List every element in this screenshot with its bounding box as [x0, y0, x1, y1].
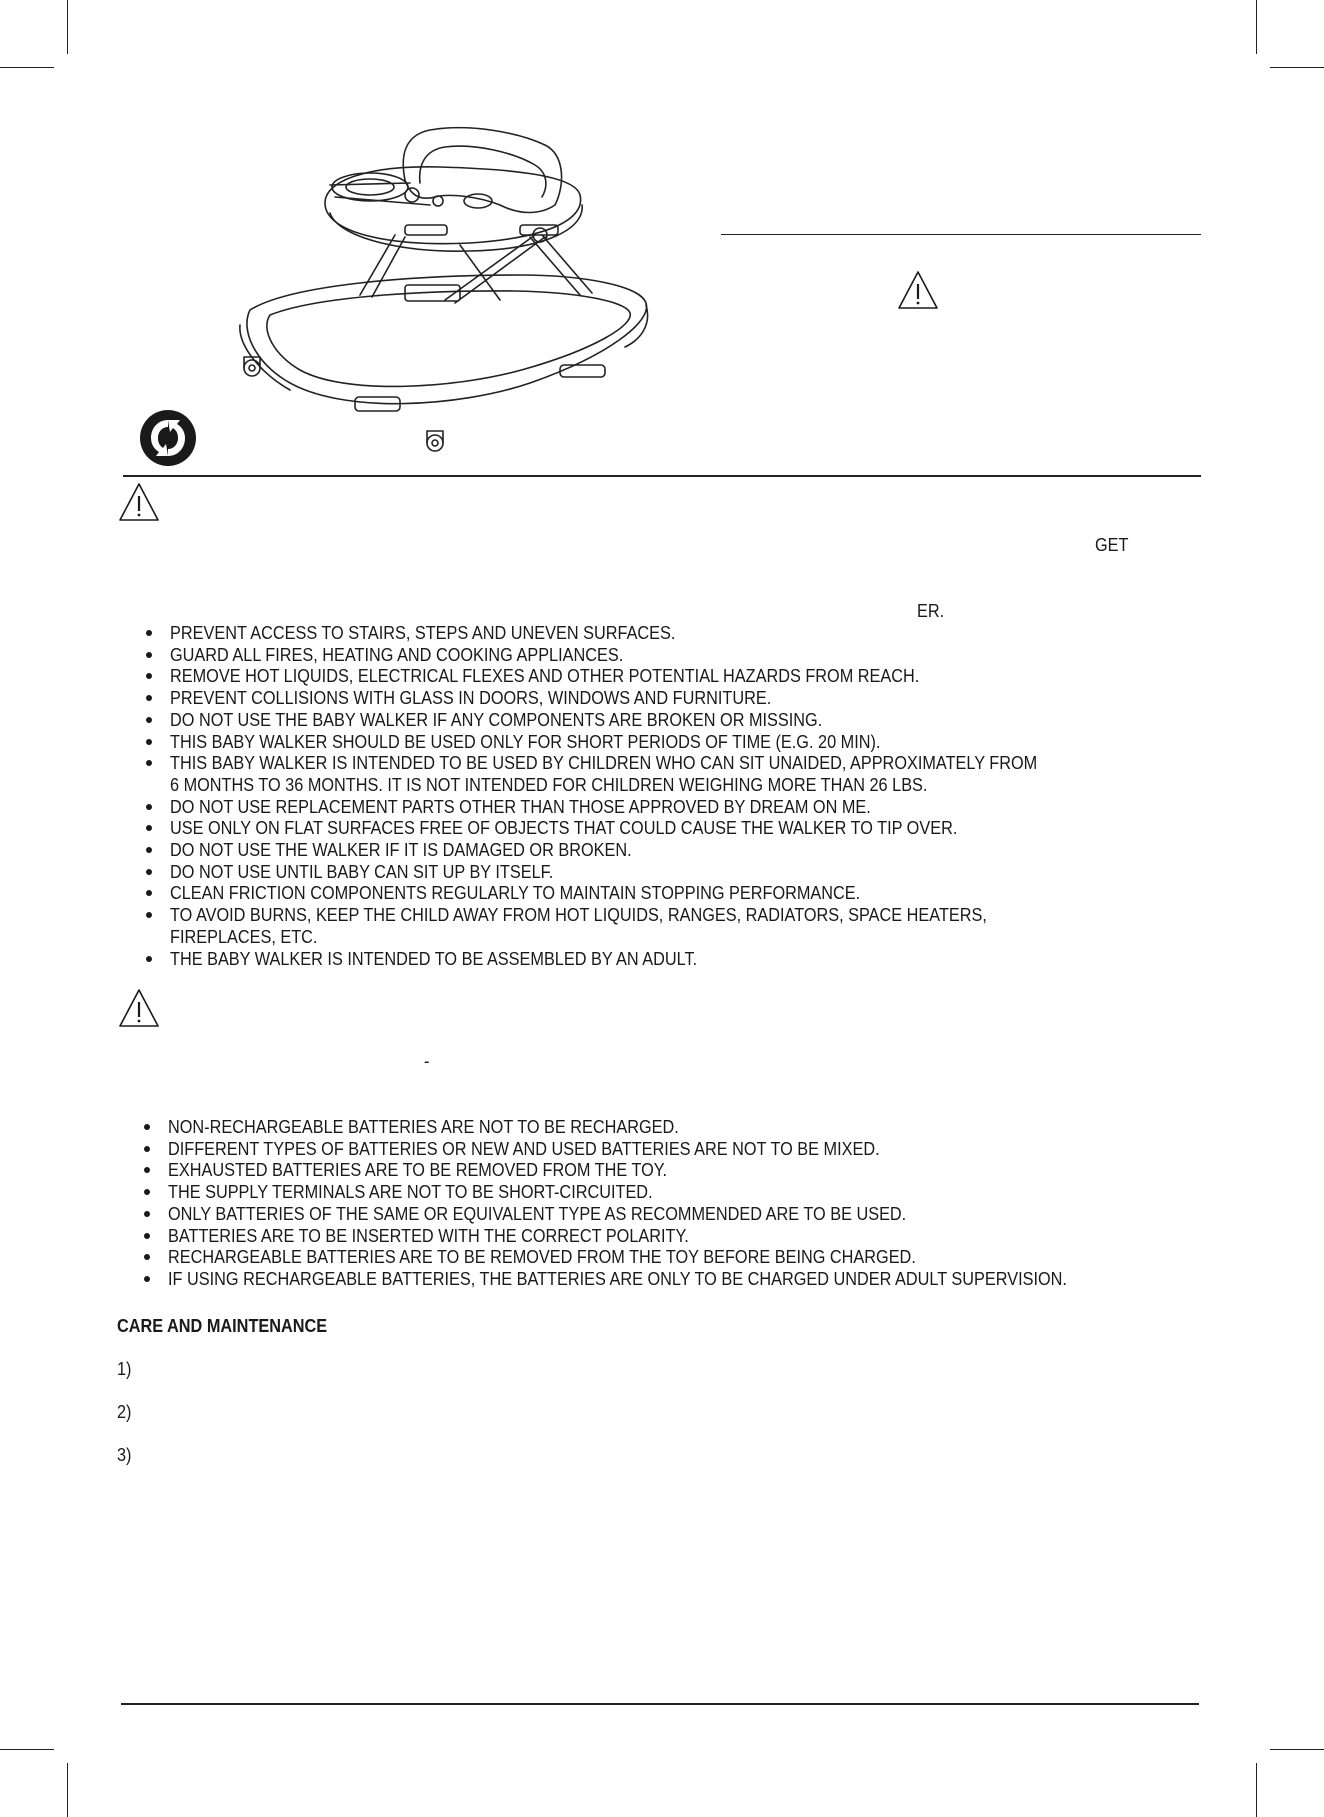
list-item: CLEAN FRICTION COMPONENTS REGULARLY TO MAINTAIN STOPPING PERFORMANCE.: [138, 882, 1170, 904]
care-item-number: 3): [117, 1444, 132, 1465]
list-item: THIS BABY WALKER IS INTENDED TO BE USED BY CHILDREN WHO CAN SIT UNAIDED, APPROXIMATELY FROM 6 MONTHS TO 36 MONTHS. IT IS NOT INTENDED FOR CHILDREN WEIGHING MORE THAN 26 LBS.: [138, 752, 1170, 795]
list-item: DO NOT USE THE WALKER IF IT IS DAMAGED OR BROKEN.: [138, 839, 1170, 861]
list-item: DO NOT USE UNTIL BABY CAN SIT UP BY ITSELF.: [138, 861, 1170, 883]
battery-warning-list: [136, 1116, 1190, 1290]
care-item-number: 2): [117, 1401, 132, 1422]
care-item-number: 1): [117, 1358, 132, 1379]
list-item: TO AVOID BURNS, KEEP THE CHILD AWAY FROM HOT LIQUIDS, RANGES, RADIATORS, SPACE HEATERS, FIREPLACES, ETC.: [138, 904, 1170, 947]
list-item: PREVENT COLLISIONS WITH GLASS IN DOORS, WINDOWS AND FURNITURE.: [138, 687, 1170, 709]
warning-text-fragment: GET: [1095, 534, 1129, 555]
crop-mark: [1256, 1763, 1257, 1817]
warning-text-fragment: ER.: [917, 600, 945, 621]
header-rule: [721, 234, 1201, 235]
crop-mark: [0, 67, 54, 68]
list-item: IF USING RECHARGEABLE BATTERIES, THE BATTERIES ARE ONLY TO BE CHARGED UNDER ADULT SUPERVISION.: [136, 1268, 1190, 1290]
warning-triangle-icon: [897, 270, 939, 310]
footer-rule: [121, 1703, 1199, 1705]
crop-mark: [67, 0, 68, 54]
safety-warning-list: [138, 622, 1170, 969]
warning-triangle-icon: [118, 988, 160, 1028]
list-item: DIFFERENT TYPES OF BATTERIES OR NEW AND USED BATTERIES ARE NOT TO BE MIXED.: [136, 1138, 1190, 1160]
care-heading: CARE AND MAINTENANCE: [117, 1315, 328, 1336]
list-item: THE BABY WALKER IS INTENDED TO BE ASSEMBLED BY AN ADULT.: [138, 948, 1170, 970]
list-item: REMOVE HOT LIQUIDS, ELECTRICAL FLEXES AND OTHER POTENTIAL HAZARDS FROM REACH.: [138, 665, 1170, 687]
green-dot-recycle-icon: [138, 408, 198, 468]
list-item: PREVENT ACCESS TO STAIRS, STEPS AND UNEVEN SURFACES.: [138, 622, 1170, 644]
crop-mark: [67, 1763, 68, 1817]
list-item: USE ONLY ON FLAT SURFACES FREE OF OBJECTS THAT COULD CAUSE THE WALKER TO TIP OVER.: [138, 817, 1170, 839]
list-item: ONLY BATTERIES OF THE SAME OR EQUIVALENT TYPE AS RECOMMENDED ARE TO BE USED.: [136, 1203, 1190, 1225]
list-item: THIS BABY WALKER SHOULD BE USED ONLY FOR SHORT PERIODS OF TIME (E.G. 20 MIN).: [138, 731, 1170, 753]
list-item: GUARD ALL FIRES, HEATING AND COOKING APPLIANCES.: [138, 644, 1170, 666]
crop-mark: [0, 1749, 54, 1750]
battery-text-fragment: -: [424, 1050, 430, 1071]
list-item: NON-RECHARGEABLE BATTERIES ARE NOT TO BE RECHARGED.: [136, 1116, 1190, 1138]
list-item: DO NOT USE THE BABY WALKER IF ANY COMPONENTS ARE BROKEN OR MISSING.: [138, 709, 1170, 731]
list-item: DO NOT USE REPLACEMENT PARTS OTHER THAN THOSE APPROVED BY DREAM ON ME.: [138, 796, 1170, 818]
crop-mark: [1270, 1749, 1324, 1750]
list-item: EXHAUSTED BATTERIES ARE TO BE REMOVED FROM THE TOY.: [136, 1159, 1190, 1181]
warning-triangle-icon: [118, 482, 160, 522]
crop-mark: [1270, 67, 1324, 68]
baby-walker-illustration: [230, 125, 660, 460]
list-item: THE SUPPLY TERMINALS ARE NOT TO BE SHORT-CIRCUITED.: [136, 1181, 1190, 1203]
section-divider: [123, 475, 1201, 477]
list-item: BATTERIES ARE TO BE INSERTED WITH THE CORRECT POLARITY.: [136, 1225, 1190, 1247]
list-item: RECHARGEABLE BATTERIES ARE TO BE REMOVED FROM THE TOY BEFORE BEING CHARGED.: [136, 1246, 1190, 1268]
crop-mark: [1256, 0, 1257, 54]
